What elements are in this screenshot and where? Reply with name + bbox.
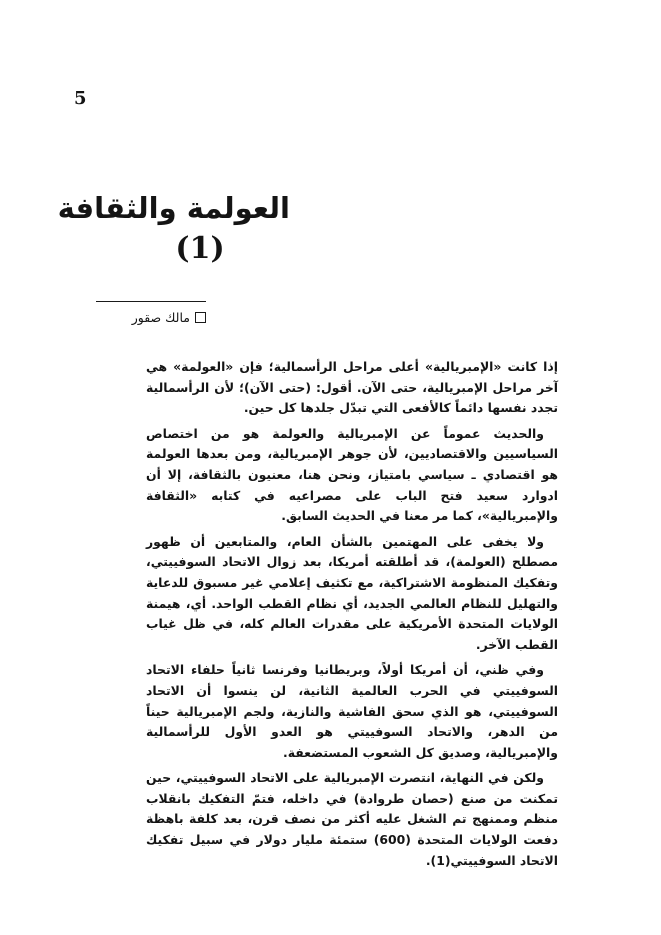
paragraph-4: وفي ظني، أن أمريكا أولاً، وبريطانيا وفرنسا ثانياً حلفاء الاتحاد السوفييتي في الحرب العالمية الثانية، لن ينسوا أن الاتحاد السوفييتي، هو الذي سحق الفاشية والنازية، ولجم الإمبريالية حيناً من الدهر، والاتحاد السوفييتي هو العدو الأول للرأسمالية والإمبريالية، وصديق كل الشعوب المستضعفة. — [146, 662, 558, 760]
paragraph-3: ولا يخفى على المهتمين بالشأن العام، والمتابعين أن ظهور مصطلح (العولمة)، قد أطلقته أمريكا، بعد زوال الاتحاد السوفييتي، وتفكيك المنظومة الاشتراكية، مع تكثيف إعلامي غير مسبوق للدعاية والتهليل للنظام العالمي الجديد، أي نظام القطب الواحد. أي، هيمنة الولايات المتحدة الأمريكية على مقدرات العالم كله، في ظل غياب القطب الآخر. — [146, 533, 558, 652]
paragraph-2: والحديث عموماً عن الإمبريالية والعولمة هو من اختصاص السياسيين والاقتصاديين، لأن جوهر الإمبريالية، ومن بعدها العولمة هو اقتصادي ـ سياسي بامتياز، ونحن هنا، معنيون بالثقافة، إلا أن ادوارد سعيد فتح الباب على مصراعيه في كتابه «الثقافة والإمبريالية»، كما مر معنا في الحديث السابق. — [146, 425, 558, 524]
part-number: (1) — [175, 231, 225, 266]
page-number: 5 — [74, 88, 87, 109]
paragraph-5: ولكن في النهاية، انتصرت الإمبريالية على الاتحاد السوفييتي، حين تمكنت من صنع (حصان طروادة) في داخله، فتمّ التفكيك بانقلاب منظم وممنهج تم الشغل عليه أكثر من نصف قرن، بعد كلفة باهظة دفعت الولايات المتحدة (600) ستمئة مليار دولار في سبيل تفكيك الاتحاد السوفييتي(1). — [146, 770, 558, 868]
author-divider — [96, 301, 206, 302]
author-name: مالك صقور — [131, 310, 190, 325]
article-body — [146, 357, 558, 876]
paragraph-1: إذا كانت «الإمبريالية» أعلى مراحل الرأسمالية؛ فإن «العولمة» هي آخر مراحل الإمبريالية، حتى الآن. أقول: (حتى الآن)؛ لأن الرأسمالية تجدد نفسها دائماً كالأفعى التي تبدّل جلدها كل حين. — [146, 359, 558, 416]
article-title: العولمة والثقافة — [57, 191, 290, 225]
checkbox-bullet-icon — [195, 312, 206, 323]
title-block — [57, 188, 290, 268]
author-line — [96, 309, 206, 327]
